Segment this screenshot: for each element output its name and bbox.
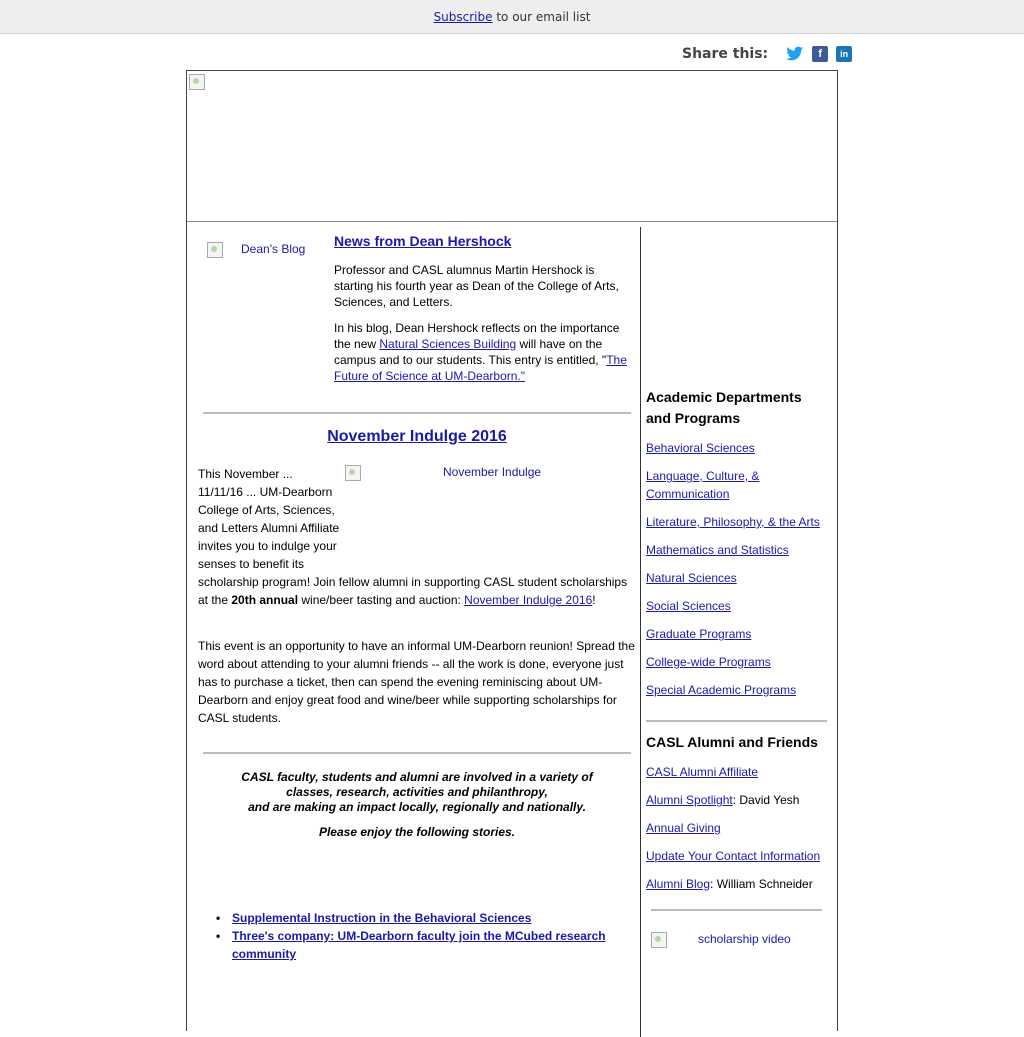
newsletter-frame xyxy=(186,70,838,1031)
casl-intro-text xyxy=(227,770,607,815)
november-p1-text-b: wine/beer tasting and auction: xyxy=(298,593,465,607)
sidebar-link-social-sciences[interactable]: Social Sciences xyxy=(646,599,731,613)
share-bar xyxy=(682,44,852,64)
november-paragraph-2: This event is an opportunity to have an informal UM-Dearborn reunion! Spread the word about attending to your alumni friends -- all the work is done, everyone just has to purchase a ticket, then can spend the evening reminiscing about UM-Dearborn and enjoy great food and wine/beer while supporting scholarships for CASL students. xyxy=(198,639,635,725)
divider xyxy=(646,720,827,722)
dean-blog-image[interactable] xyxy=(207,242,305,258)
divider xyxy=(203,752,631,754)
list-item xyxy=(232,909,622,927)
subscribe-link[interactable]: Subscribe xyxy=(433,10,493,24)
scholarship-video-image[interactable] xyxy=(651,932,791,948)
november-p1-text-c: ! xyxy=(592,593,596,607)
story-link[interactable]: Supplemental Instruction in the Behavioral Sciences xyxy=(232,911,532,925)
subscribe-bar xyxy=(0,0,1024,34)
share-label: Share this: xyxy=(682,46,769,62)
future-of-science-link[interactable]: The Future of Science at UM-Dearborn." xyxy=(334,353,627,383)
departments-heading: Academic Departments and Programs xyxy=(646,389,802,426)
broken-image-icon xyxy=(345,465,361,481)
sidebar-link-literature-philosophy[interactable]: Literature, Philosophy, & the Arts xyxy=(646,515,820,529)
dean-p2-text-b: will have on the campus and to our students. This entry is entitled, " xyxy=(334,337,607,367)
november-paragraph-1 xyxy=(198,465,638,609)
sidebar-link-special-academic-programs[interactable]: Special Academic Programs xyxy=(646,683,797,697)
subscribe-text: to our email list xyxy=(492,10,591,24)
november-indulge-image[interactable] xyxy=(345,465,541,481)
dean-paragraph-2 xyxy=(334,320,634,384)
alumni-blog-name: : William Schneider xyxy=(710,877,813,891)
alumni-heading: CASL Alumni and Friends xyxy=(646,734,818,750)
broken-image-icon xyxy=(207,242,223,258)
sidebar-link-annual-giving[interactable]: Annual Giving xyxy=(646,821,721,835)
intro-line-3: and are making an impact locally, regionally and nationally. xyxy=(248,800,586,814)
natural-sciences-building-link[interactable]: Natural Sciences Building xyxy=(379,337,517,351)
alumni-spotlight-name: : David Yesh xyxy=(732,793,800,807)
sidebar-link-graduate-programs[interactable]: Graduate Programs xyxy=(646,627,752,641)
scholarship-video-alt: scholarship video xyxy=(698,932,791,946)
intro-line-1: CASL faculty, students and alumni are involved in a variety of xyxy=(241,770,593,784)
twitter-icon[interactable] xyxy=(786,46,804,62)
facebook-icon[interactable]: f xyxy=(812,46,828,62)
intro-line-2: classes, research, activities and philanthropy, xyxy=(286,785,548,799)
header-banner-image xyxy=(187,71,837,222)
november-indulge-link[interactable]: November Indulge 2016 xyxy=(464,593,593,607)
dean-news-title xyxy=(334,233,511,249)
dean-paragraph-1: Professor and CASL alumnus Martin Hershock is starting his fourth year as Dean of the College of Arts, Sciences, and Letters. xyxy=(334,263,619,309)
alumni-blog-link[interactable]: Alumni Blog xyxy=(646,877,711,891)
november-indulge-title xyxy=(187,428,647,446)
november-p1-text-a: This November ... 11/11/16 ... UM-Dearborn College of Arts, Sciences, and Letters Alumni Affiliate invites you to indulge your senses to benefit its scholarship program! Join fellow alumni in supporting CASL student scholarships at the xyxy=(198,467,628,607)
sidebar-link-mathematics[interactable]: Mathematics and Statistics xyxy=(646,543,789,557)
alumni-spotlight-row xyxy=(646,791,831,809)
november-image-alt: November Indulge xyxy=(443,465,542,479)
sidebar-link-behavioral-sciences[interactable]: Behavioral Sciences xyxy=(646,441,755,455)
divider xyxy=(203,412,631,414)
linkedin-icon[interactable]: in xyxy=(836,46,852,62)
november-p1-bold: 20th annual xyxy=(231,593,299,607)
dean-blog-image-alt: Dean's Blog xyxy=(241,242,306,256)
divider xyxy=(651,909,822,911)
sidebar-link-college-wide-programs[interactable]: College-wide Programs xyxy=(646,655,771,669)
sidebar-link-alumni-affiliate[interactable]: CASL Alumni Affiliate xyxy=(646,765,759,779)
story-link[interactable]: Three's company: UM-Dearborn faculty join the MCubed research community xyxy=(232,929,606,961)
sidebar-link-language-culture[interactable]: Language, Culture, & Communication xyxy=(646,469,760,501)
alumni-blog-row xyxy=(646,875,831,893)
alumni-spotlight-link[interactable]: Alumni Spotlight xyxy=(646,793,733,807)
november-indulge-title-link[interactable]: November Indulge 2016 xyxy=(327,428,507,445)
dean-news-title-link[interactable]: News from Dean Hershock xyxy=(334,233,512,249)
enjoy-stories-text: Please enjoy the following stories. xyxy=(318,825,516,839)
november-image-spacer xyxy=(340,465,638,573)
sidebar-link-update-contact[interactable]: Update Your Contact Information xyxy=(646,849,821,863)
broken-image-icon xyxy=(189,74,205,90)
stories-list xyxy=(232,909,622,963)
dean-p2-text-a: In his blog, Dean Hershock reflects on the importance the new xyxy=(334,321,620,351)
broken-image-icon xyxy=(651,932,667,948)
list-item xyxy=(232,927,622,963)
sidebar-link-natural-sciences[interactable]: Natural Sciences xyxy=(646,571,737,585)
column-divider xyxy=(640,227,641,1037)
